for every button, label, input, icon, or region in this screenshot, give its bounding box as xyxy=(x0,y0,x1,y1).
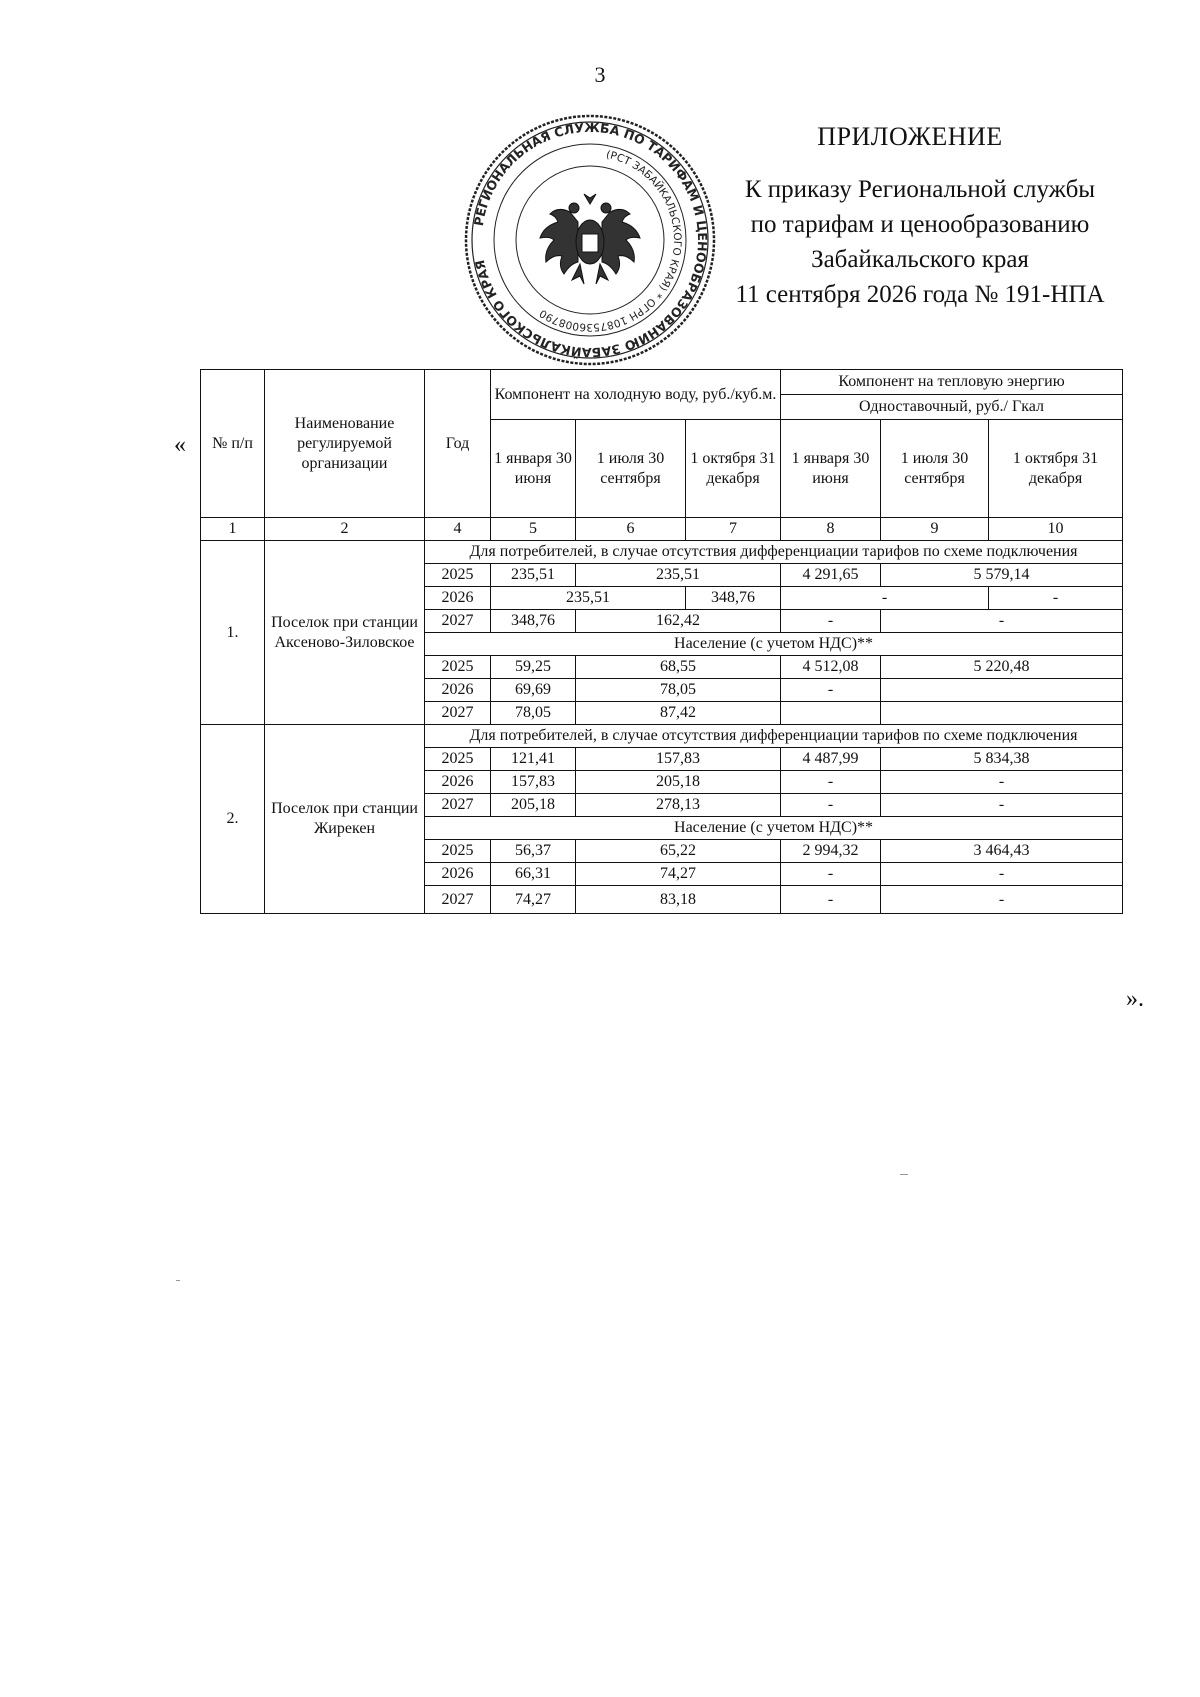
value-cell: 348,76 xyxy=(686,587,781,610)
value-cell: 69,69 xyxy=(491,679,576,702)
annex-title: ПРИЛОЖЕНИЕ xyxy=(817,122,1003,151)
opening-quote: « xyxy=(174,432,186,458)
header-heat-sub: Одноставочный, руб./ Гкал xyxy=(781,395,1123,420)
year-cell: 2025 xyxy=(425,656,491,679)
order-line: по тарифам и ценообразованию xyxy=(750,211,1090,238)
tariff-table xyxy=(200,369,1123,914)
header-heat: Компонент на тепловую энергию xyxy=(781,370,1123,395)
column-number: 2 xyxy=(265,518,425,541)
value-cell: 83,18 xyxy=(576,886,781,914)
seal-inner-text: (РСТ ЗАБАЙКАЛЬСКОГО КРАЯ) * ОГРН 1087536008790 xyxy=(537,148,684,334)
column-number: 5 xyxy=(491,518,576,541)
page-number: 3 xyxy=(594,62,606,87)
header-period: 1 июля 30 сентября xyxy=(576,420,686,518)
section-title: Для потребителей, в случае отсутствия дифференциации тарифов по схеме подключения xyxy=(425,725,1123,748)
header-year: Год xyxy=(425,370,491,518)
column-number: 10 xyxy=(989,518,1123,541)
value-cell: 78,05 xyxy=(491,702,576,725)
value-cell: - xyxy=(781,587,989,610)
header-period: 1 октября 31 декабря xyxy=(686,420,781,518)
value-cell xyxy=(881,702,1123,725)
year-cell: 2026 xyxy=(425,587,491,610)
column-number: 6 xyxy=(576,518,686,541)
year-cell: 2027 xyxy=(425,702,491,725)
value-cell: - xyxy=(881,863,1123,886)
column-number: 8 xyxy=(781,518,881,541)
group-org: Поселок при станции Аксеново-Зиловское xyxy=(265,541,425,725)
official-seal xyxy=(462,112,718,368)
value-cell: - xyxy=(881,794,1123,817)
section-row xyxy=(201,541,1123,564)
value-cell: 66,31 xyxy=(491,863,576,886)
value-cell: 205,18 xyxy=(576,771,781,794)
value-cell: - xyxy=(781,679,881,702)
value-cell: 157,83 xyxy=(576,748,781,771)
value-cell: - xyxy=(781,886,881,914)
year-cell: 2025 xyxy=(425,748,491,771)
header-period: 1 января 30 июня xyxy=(781,420,881,518)
value-cell xyxy=(881,679,1123,702)
value-cell: 4 291,65 xyxy=(781,564,881,587)
value-cell xyxy=(781,702,881,725)
header-org: Наименование регулируемой организации xyxy=(265,370,425,518)
order-line: 11 сентября 2026 года № 191-НПА xyxy=(735,281,1105,308)
value-cell: 65,22 xyxy=(576,840,781,863)
value-cell: 278,13 xyxy=(576,794,781,817)
year-cell: 2026 xyxy=(425,771,491,794)
closing-quote: ». xyxy=(1126,986,1144,1012)
value-cell: 4 512,08 xyxy=(781,656,881,679)
column-numbers-row xyxy=(201,518,1123,541)
year-cell: 2026 xyxy=(425,679,491,702)
column-number: 4 xyxy=(425,518,491,541)
group-num: 2. xyxy=(201,725,265,914)
value-cell: - xyxy=(881,886,1123,914)
value-cell: 59,25 xyxy=(491,656,576,679)
section-title: Население (с учетом НДС)** xyxy=(425,633,1123,656)
value-cell: 68,55 xyxy=(576,656,781,679)
value-cell: - xyxy=(881,771,1123,794)
header-cold-water: Компонент на холодную воду, руб./куб.м. xyxy=(491,370,781,420)
value-cell: 2 994,32 xyxy=(781,840,881,863)
column-number: 9 xyxy=(881,518,989,541)
year-cell: 2025 xyxy=(425,840,491,863)
order-line: Забайкальского края xyxy=(811,246,1029,273)
value-cell: - xyxy=(881,610,1123,633)
header-period: 1 июля 30 сентября xyxy=(881,420,989,518)
value-cell: 235,51 xyxy=(576,564,781,587)
group-num: 1. xyxy=(201,541,265,725)
value-cell: - xyxy=(989,587,1123,610)
value-cell: 78,05 xyxy=(576,679,781,702)
value-cell: 5 579,14 xyxy=(881,564,1123,587)
value-cell: 121,41 xyxy=(491,748,576,771)
scan-artifact xyxy=(176,1280,180,1281)
section-title: Население (с учетом НДС)** xyxy=(425,817,1123,840)
header-period: 1 января 30 июня xyxy=(491,420,576,518)
seal-ring-text: РЕГИОНАЛЬНАЯ СЛУЖБА ПО ТАРИФАМ И ЦЕНООБРАЗОВАНИЮ ЗАБАЙКАЛЬСКОГО КРАЯ xyxy=(470,119,711,361)
year-cell: 2027 xyxy=(425,610,491,633)
section-row xyxy=(201,725,1123,748)
value-cell: 74,27 xyxy=(491,886,576,914)
group-org: Поселок при станции Жирекен xyxy=(265,725,425,914)
order-reference xyxy=(700,172,1140,312)
value-cell: 74,27 xyxy=(576,863,781,886)
header-period: 1 октября 31 декабря xyxy=(989,420,1123,518)
year-cell: 2025 xyxy=(425,564,491,587)
value-cell: 235,51 xyxy=(491,587,686,610)
value-cell: 5 834,38 xyxy=(881,748,1123,771)
column-number: 7 xyxy=(686,518,781,541)
value-cell: 56,37 xyxy=(491,840,576,863)
value-cell: - xyxy=(781,771,881,794)
value-cell: - xyxy=(781,610,881,633)
value-cell: 205,18 xyxy=(491,794,576,817)
year-cell: 2027 xyxy=(425,886,491,914)
value-cell: - xyxy=(781,863,881,886)
order-line: К приказу Региональной службы xyxy=(744,176,1096,203)
section-title: Для потребителей, в случае отсутствия дифференциации тарифов по схеме подключения xyxy=(425,541,1123,564)
value-cell: 162,42 xyxy=(576,610,781,633)
value-cell: 157,83 xyxy=(491,771,576,794)
double-headed-eagle-icon xyxy=(540,194,640,284)
column-number: 1 xyxy=(201,518,265,541)
value-cell: 5 220,48 xyxy=(881,656,1123,679)
year-cell: 2027 xyxy=(425,794,491,817)
header-num: № п/п xyxy=(201,370,265,518)
value-cell: 87,42 xyxy=(576,702,781,725)
value-cell: 235,51 xyxy=(491,564,576,587)
value-cell: - xyxy=(781,794,881,817)
value-cell: 3 464,43 xyxy=(881,840,1123,863)
year-cell: 2026 xyxy=(425,863,491,886)
value-cell: 4 487,99 xyxy=(781,748,881,771)
value-cell: 348,76 xyxy=(491,610,576,633)
scan-artifact xyxy=(900,1174,908,1175)
